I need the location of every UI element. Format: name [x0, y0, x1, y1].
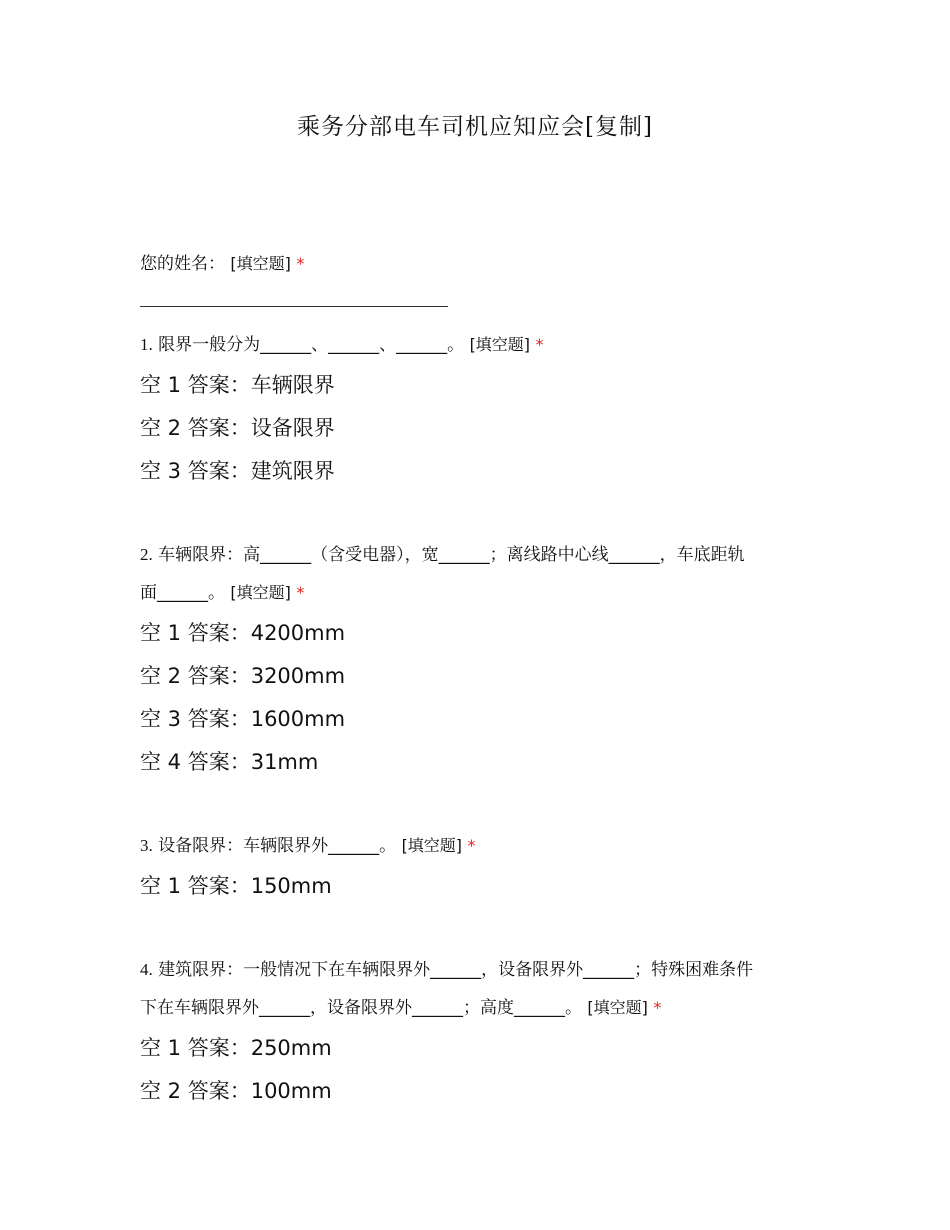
- required-mark: *: [467, 836, 476, 855]
- question-1: [140, 326, 820, 364]
- question-type-tag: [填空题]: [587, 998, 648, 1017]
- answer-line: 空 2 答案：3200mm: [140, 664, 346, 688]
- required-mark: *: [296, 583, 305, 602]
- question-text: 车辆限界：高______（含受电器），宽______；离线路中心线______，车底距轨: [158, 545, 745, 565]
- answer-line: 空 1 答案：车辆限界: [140, 373, 335, 397]
- question-number: 4.: [140, 960, 153, 979]
- question-text: 面______。: [140, 583, 225, 603]
- question-text-line: [140, 574, 820, 612]
- page-title: 乘务分部电车司机应知应会[复制]: [297, 114, 653, 140]
- question-2: [140, 536, 820, 612]
- question-text-line: [140, 989, 820, 1027]
- answer-line: 空 2 答案：设备限界: [140, 416, 335, 440]
- question-number: 2.: [140, 545, 153, 564]
- question-type-tag: [填空题]: [469, 335, 531, 354]
- question-4: [140, 951, 820, 1027]
- question-text: 设备限界：车辆限界外______。: [158, 836, 397, 856]
- name-question: [140, 245, 820, 283]
- question-text-line: [140, 951, 820, 989]
- required-mark: *: [296, 254, 305, 273]
- name-answer-line[interactable]: [140, 306, 448, 307]
- question-number: 3.: [140, 836, 153, 855]
- answer-line: 空 1 答案：250mm: [140, 1036, 332, 1060]
- answer-line: 空 1 答案：4200mm: [140, 621, 346, 645]
- answer-line: 空 2 答案：100mm: [140, 1079, 332, 1103]
- question-type-tag: [填空题]: [230, 583, 291, 602]
- answer-line: 空 1 答案：150mm: [140, 874, 332, 898]
- answer-line: 空 3 答案：1600mm: [140, 707, 346, 731]
- question-text: 建筑限界：一般情况下在车辆限界外______，设备限界外______；特殊困难条件: [158, 960, 754, 980]
- name-label: 您的姓名：: [140, 254, 225, 274]
- required-mark: *: [653, 998, 662, 1017]
- answer-line: 空 3 答案：建筑限界: [140, 459, 335, 483]
- question-type-tag: [填空题]: [401, 836, 463, 855]
- question-type-tag: [填空题]: [230, 254, 291, 273]
- question-number: 1.: [140, 335, 153, 354]
- required-mark: *: [535, 335, 544, 354]
- question-text: 下在车辆限界外______，设备限界外______；高度______。: [140, 998, 582, 1018]
- question-text-line: [140, 536, 820, 574]
- question-3: [140, 827, 820, 865]
- answer-line: 空 4 答案：31mm: [140, 750, 319, 774]
- question-text: 限界一般分为______、______、______。: [158, 335, 465, 355]
